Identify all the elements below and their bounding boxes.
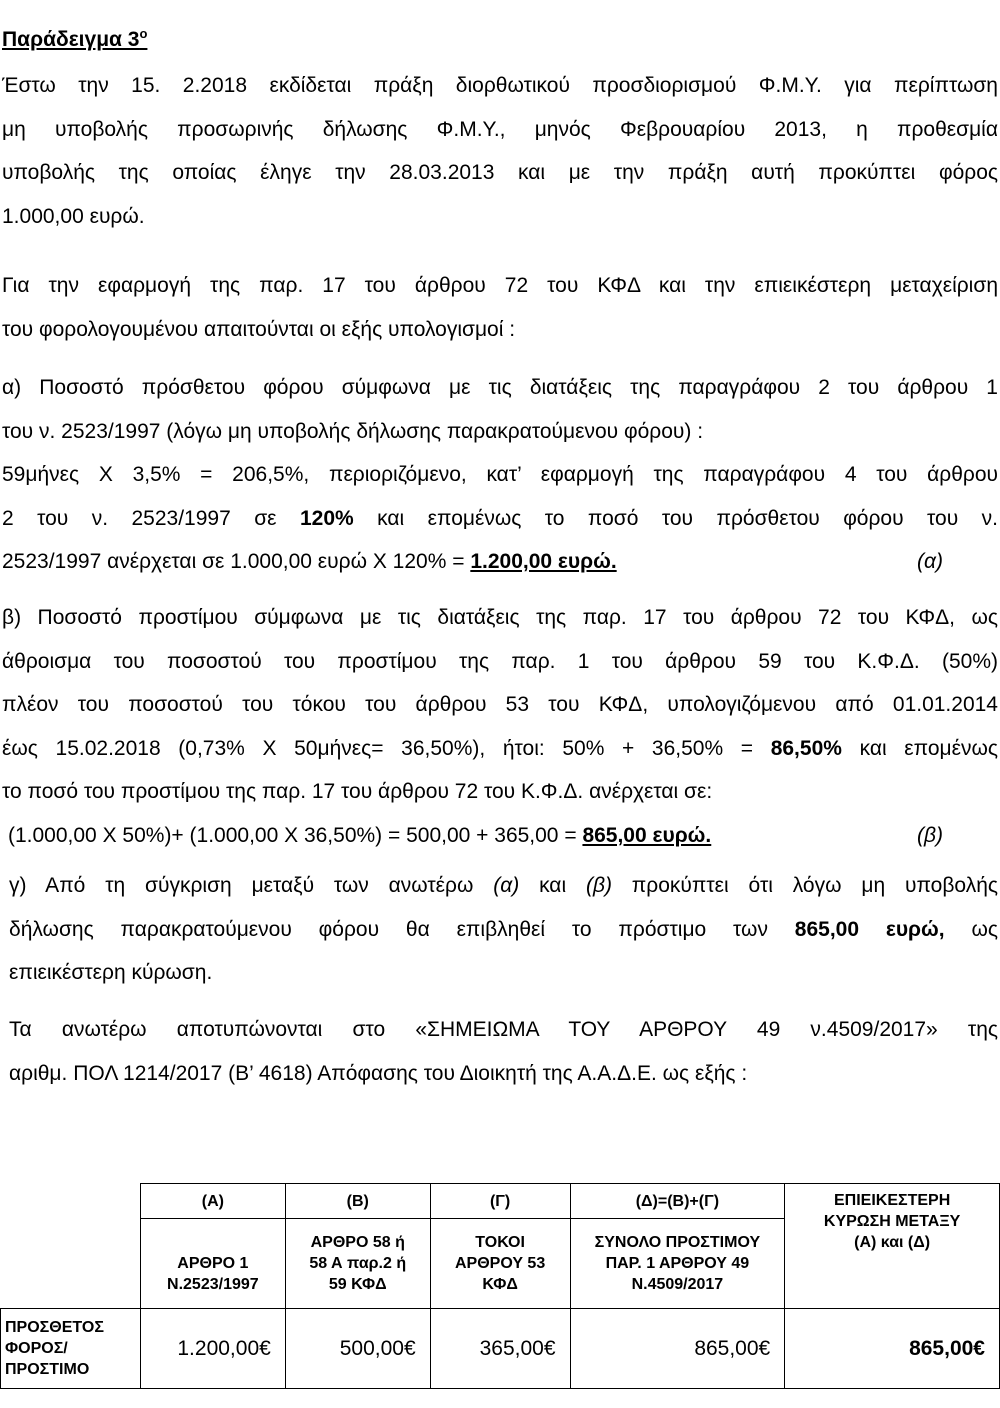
header-line: ΤΟΚΟΙ [475, 1234, 525, 1251]
text-line: υποβολής της οποίας έληγε την 28.03.2013 και με την πράξη αυτή προκύπτει φόρος [2, 161, 998, 184]
text-segment: ως [944, 917, 998, 941]
text-line: 1.000,00 ευρώ. [2, 204, 145, 228]
paragraph-c-comparison [9, 864, 998, 995]
text-line: Έστω την 15. 2.2018 εκδίδεται πράξη διορθωτικού προσδιορισμού Φ.Μ.Υ. για περίπτωση [2, 74, 998, 97]
header-line: ΑΡΘΡΟΥ 53 [454, 1255, 546, 1272]
text-segment: 2523/1997 ανέρχεται σε 1.000,00 ευρώ Χ 120% = [2, 550, 471, 573]
header-line: ΚΥΡΩΣΗ ΜΕΤΑΞΥ [823, 1213, 961, 1230]
header-interest [430, 1219, 570, 1309]
text-segment: γ) Από τη σύγκριση μεταξύ των ανωτέρω [9, 874, 494, 897]
text-line: άθροισμα του ποσοστού του προστίμου της παρ. 1 του άρθρου 59 του Κ.Φ.Δ. (50%) [2, 649, 998, 673]
text-line [2, 497, 998, 541]
text-line: α) Ποσοστό πρόσθετου φόρου σύμφωνα με τις διατάξεις της παραγράφου 2 του άρθρου 1 [2, 376, 998, 399]
value-interest: 365,00€ [430, 1309, 570, 1389]
row-label [1, 1309, 141, 1389]
header-article-58 [285, 1219, 430, 1309]
text-line: 59μήνες Χ 3,5% = 206,5%, περιοριζόμενο, κατ’ εφαρμογή της παραγράφου 4 του άρθρου [2, 463, 998, 486]
header-line: 59 ΚΦΔ [328, 1276, 387, 1293]
text-line: αριθμ. ΠΟΛ 1214/2017 (Β’ 4618) Απόφασης του Διοικητή της Α.Α.Δ.Ε. ως εξής : [9, 1061, 748, 1085]
text-line: του φορολογουμένου απαιτούνται οι εξής υπολογισμοί : [2, 317, 516, 341]
header-lenient-penalty [785, 1184, 1000, 1309]
paragraph-application [2, 264, 998, 351]
header-letter-b: (Β) [285, 1184, 430, 1219]
text-line: επιεικέστερη κύρωση. [9, 961, 213, 984]
header-line: (Α) και (Δ) [854, 1234, 931, 1251]
example-title [2, 26, 147, 52]
header-letter-a: (Α) [140, 1184, 285, 1219]
header-article-1 [140, 1219, 285, 1309]
table-corner-cell [1, 1184, 141, 1309]
header-line: ΚΦΔ [482, 1276, 518, 1293]
text-line [9, 908, 998, 952]
text-line [9, 864, 998, 908]
header-letter-c: (Γ) [430, 1184, 570, 1219]
row-label-line: ΦΟΡΟΣ/ [5, 1340, 68, 1357]
header-line: Ν.2523/1997 [167, 1275, 259, 1293]
text-line: το ποσό του προστίμου της παρ. 17 του άρθρου 72 του Κ.Φ.Δ. ανέρχεται σε: [2, 780, 713, 803]
text-line-with-label [2, 540, 998, 584]
bold-percentage: 86,50% [770, 736, 842, 760]
text-segment: (1.000,00 Χ 50%)+ (1.000,00 Χ 36,50%) = 500,00 + 365,00 = [8, 823, 583, 847]
text-line: πλέον του ποσοστού του τόκου του άρθρου 53 του ΚΦΔ, υπολογιζόμενου από 01.01.2014 [2, 693, 998, 716]
text-segment: και επομένως [841, 736, 998, 760]
bold-percentage: 120% [299, 506, 354, 530]
example-title-text: Παράδειγμα 3 [2, 28, 140, 51]
paragraph-case-description [2, 64, 998, 238]
paragraph-a-additional-tax [2, 366, 998, 584]
text-line: μη υποβολής προσωρινής δήλωσης Φ.Μ.Υ., μηνός Φεβρουαρίου 2013, η προθεσμία [2, 117, 998, 141]
result-amount-a: 1.200,00 ευρώ. [470, 550, 617, 573]
text-segment: έως 15.02.2018 (0,73% Χ 50μήνες= 36,50%), ήτοι: 50% + 36,50% = [2, 736, 771, 760]
text-segment: 2 του ν. 2523/1997 σε [2, 506, 300, 530]
label-a: (α) [917, 550, 943, 573]
header-line: Ν.4509/2017 [631, 1276, 724, 1293]
ref-a: (α) [493, 874, 520, 897]
header-line: ΣΥΝΟΛΟ ΠΡΟΣΤΙΜΟΥ [594, 1234, 761, 1251]
header-line: ΑΡΘΡΟ 1 [177, 1254, 249, 1272]
table-header-row [1, 1184, 1000, 1219]
header-total-penalty [570, 1219, 785, 1309]
label-b: (β) [917, 823, 943, 847]
value-article-58: 500,00€ [285, 1309, 430, 1389]
header-line: ΠΑΡ. 1 ΑΡΘΡΟΥ 49 [605, 1255, 750, 1272]
text-line: του ν. 2523/1997 (λόγω μη υποβολής δήλωσης παρακρατούμενου φόρου) : [2, 419, 704, 443]
row-label-line: ΠΡΟΣΤΙΜΟ [5, 1361, 90, 1378]
ref-b: (β) [585, 874, 612, 897]
example-title-superscript: ο [139, 26, 148, 41]
text-line: Τα ανωτέρω αποτυπώνονται στο «ΣΗΜΕΙΩΜΑ ΤΟΥ ΑΡΘΡΟΥ 49 ν.4509/2017» της [9, 1018, 998, 1041]
value-total-penalty: 865,00€ [570, 1309, 785, 1389]
header-line: ΑΡΘΡΟ 58 ή [310, 1234, 405, 1251]
paragraph-d-reference [9, 1008, 998, 1095]
final-penalty-amount: 865,00 ευρώ, [794, 917, 945, 941]
text-segment: και επομένως το ποσό του πρόσθετου φόρου του ν. [353, 506, 998, 530]
header-line: ΕΠΙΕΙΚΕΣΤΕΡΗ [833, 1192, 951, 1209]
paragraph-b-penalty [2, 596, 998, 857]
text-segment: και [519, 874, 586, 897]
header-line: 58 Α παρ.2 ή [309, 1255, 407, 1272]
value-article-1: 1.200,00€ [140, 1309, 285, 1389]
summary-table [0, 1183, 1000, 1389]
table-row [1, 1309, 1000, 1389]
text-line: β) Ποσοστό προστίμου σύμφωνα με τις διατάξεις της παρ. 17 του άρθρου 72 του ΚΦΔ, ως [2, 606, 998, 629]
text-line [2, 727, 998, 771]
header-letter-d: (Δ)=(Β)+(Γ) [570, 1184, 785, 1219]
text-segment: δήλωσης παρακρατούμενου φόρου θα επιβληθεί το πρόστιμο των [9, 917, 795, 941]
row-label-line: ΠΡΟΣΘΕΤΟΣ [5, 1319, 104, 1336]
result-amount-b: 865,00 ευρώ. [582, 823, 712, 847]
value-lenient-penalty: 865,00€ [785, 1309, 1000, 1389]
text-segment: προκύπτει ότι λόγω μη υποβολής [611, 874, 998, 897]
text-line: Για την εφαρμογή της παρ. 17 του άρθρου 72 του ΚΦΔ και την επιεικέστερη μεταχείριση [2, 274, 998, 297]
text-line-with-label [2, 814, 998, 858]
